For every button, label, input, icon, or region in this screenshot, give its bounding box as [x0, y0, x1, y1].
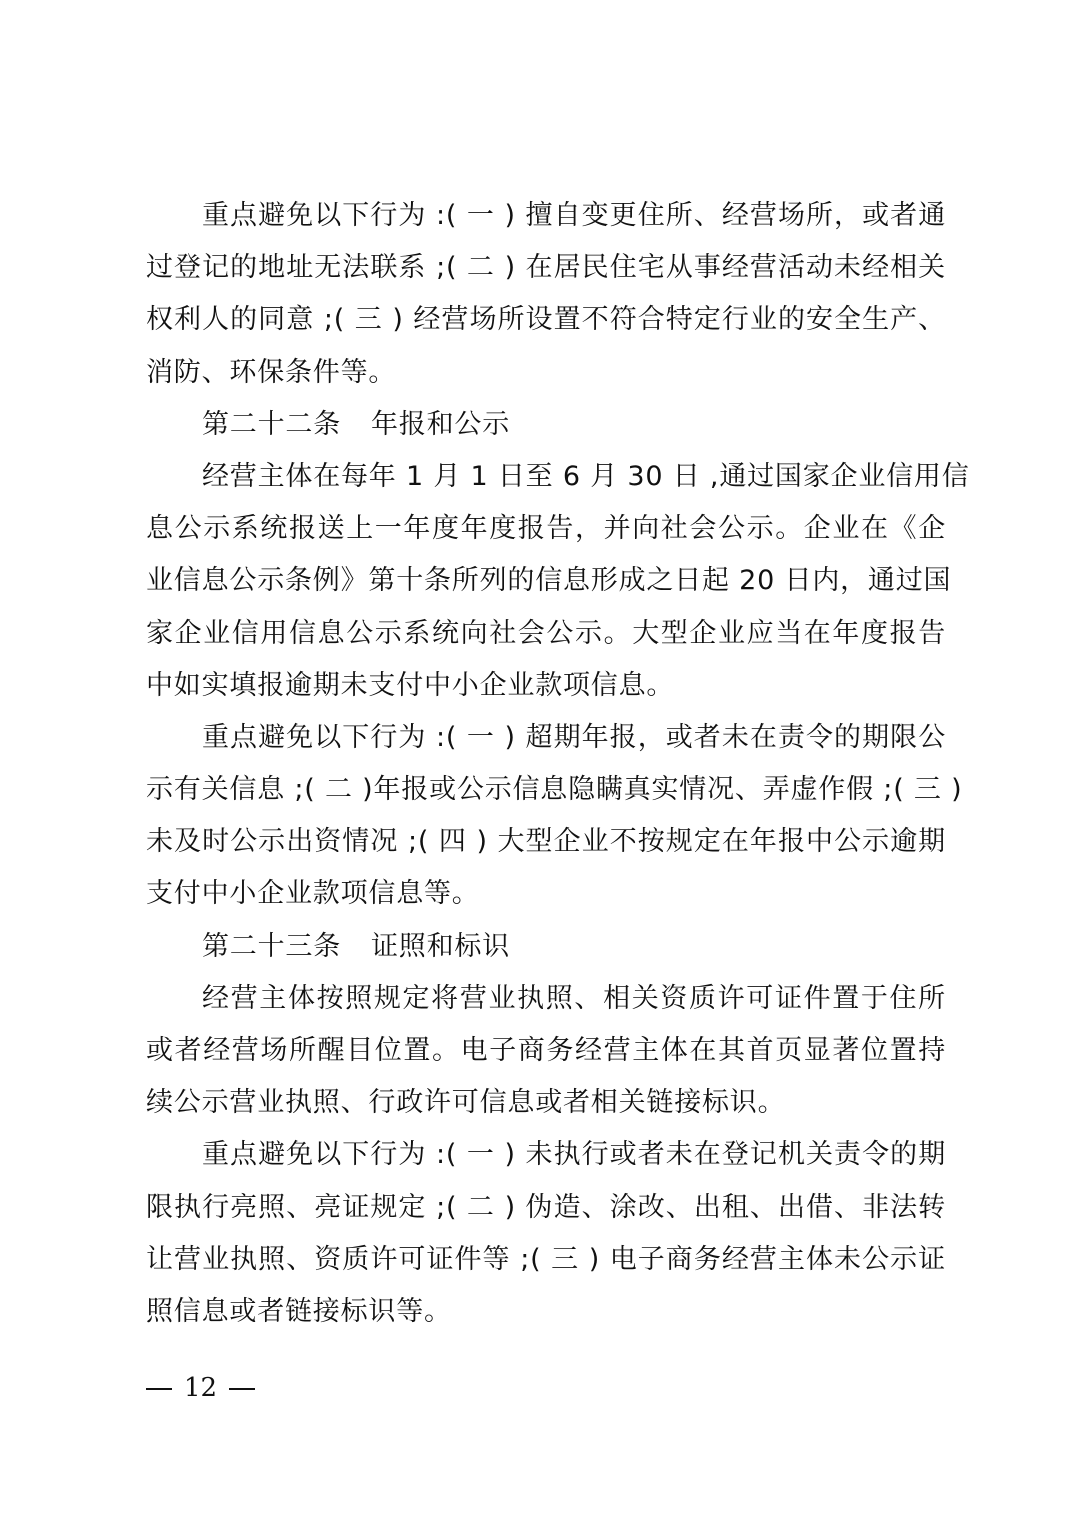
paragraph-line: 中如实填报逾期未支付中小企业款项信息。: [146, 669, 675, 701]
dash-left: [146, 1388, 172, 1390]
article-heading-23: [146, 921, 946, 973]
paragraph-line: 业信息公示条例》第十条所列的信息形成之日起 20 日内，通过国: [146, 565, 952, 597]
paragraph-line: 家企业信用信息公示系统向社会公示。大型企业应当在年度报告: [146, 617, 946, 649]
paragraph-line: 息公示系统报送上一年度年度报告，并向社会公示。企业在《企: [146, 513, 946, 545]
paragraph-line: 续公示营业执照、行政许可信息或者相关链接标识。: [146, 1087, 786, 1119]
paragraph-line: 照信息或者链接标识等。: [146, 1295, 452, 1327]
page-number-value: 12: [184, 1373, 218, 1403]
paragraph-line: 限执行亮照、亮证规定 ;( 二 ) 伪造、涂改、出租、出借、非法转: [146, 1191, 946, 1223]
paragraph-line: 重点避免以下行为 :( 一 ) 擅自变更住所、经营场所，或者通: [202, 200, 946, 231]
paragraph-line: 未及时公示出资情况 ;( 四 ) 大型企业不按规定在年报中公示逾期: [146, 826, 946, 858]
paragraph-line: 消防、环保条件等。: [146, 356, 397, 388]
article-title: 证照和标识: [371, 930, 510, 962]
paragraph-line: 示有关信息 ;( 二 )年报或公示信息隐瞒真实情况、弄虚作假 ;( 三 ): [146, 774, 963, 806]
dash-right: [229, 1388, 255, 1390]
article-number: 第二十二条: [202, 408, 341, 440]
paragraph-line: 支付中小企业款项信息等。: [146, 878, 480, 910]
paragraph-line: 重点避免以下行为 :( 一 ) 超期年报，或者未在责令的期限公: [202, 721, 946, 753]
paragraph-line: 经营主体在每年 1 月 1 日至 6 月 30 日 ,通过国家企业信用信: [202, 460, 970, 492]
article-title: 年报和公示: [371, 408, 510, 440]
paragraph-line: 让营业执照、资质许可证件等 ;( 三 ) 电子商务经营主体未公示证: [146, 1243, 946, 1275]
article-number: 第二十三条: [202, 930, 341, 962]
article-heading-22: [146, 399, 946, 451]
paragraph-line: 或者经营场所醒目位置。电子商务经营主体在其首页显著位置持: [146, 1035, 946, 1066]
paragraph-line: 过登记的地址无法联系 ;( 二 ) 在居民住宅从事经营活动未经相关: [146, 252, 946, 284]
document-body: [146, 190, 970, 1338]
paragraph-line: 重点避免以下行为 :( 一 ) 未执行或者未在登记机关责令的期: [202, 1139, 946, 1171]
paragraph-line: 经营主体按照规定将营业执照、相关资质许可证件置于住所: [202, 982, 946, 1014]
paragraph-line: 权利人的同意 ;( 三 ) 经营场所设置不符合特定行业的安全生产、: [146, 304, 946, 336]
page-number: [146, 1370, 255, 1406]
